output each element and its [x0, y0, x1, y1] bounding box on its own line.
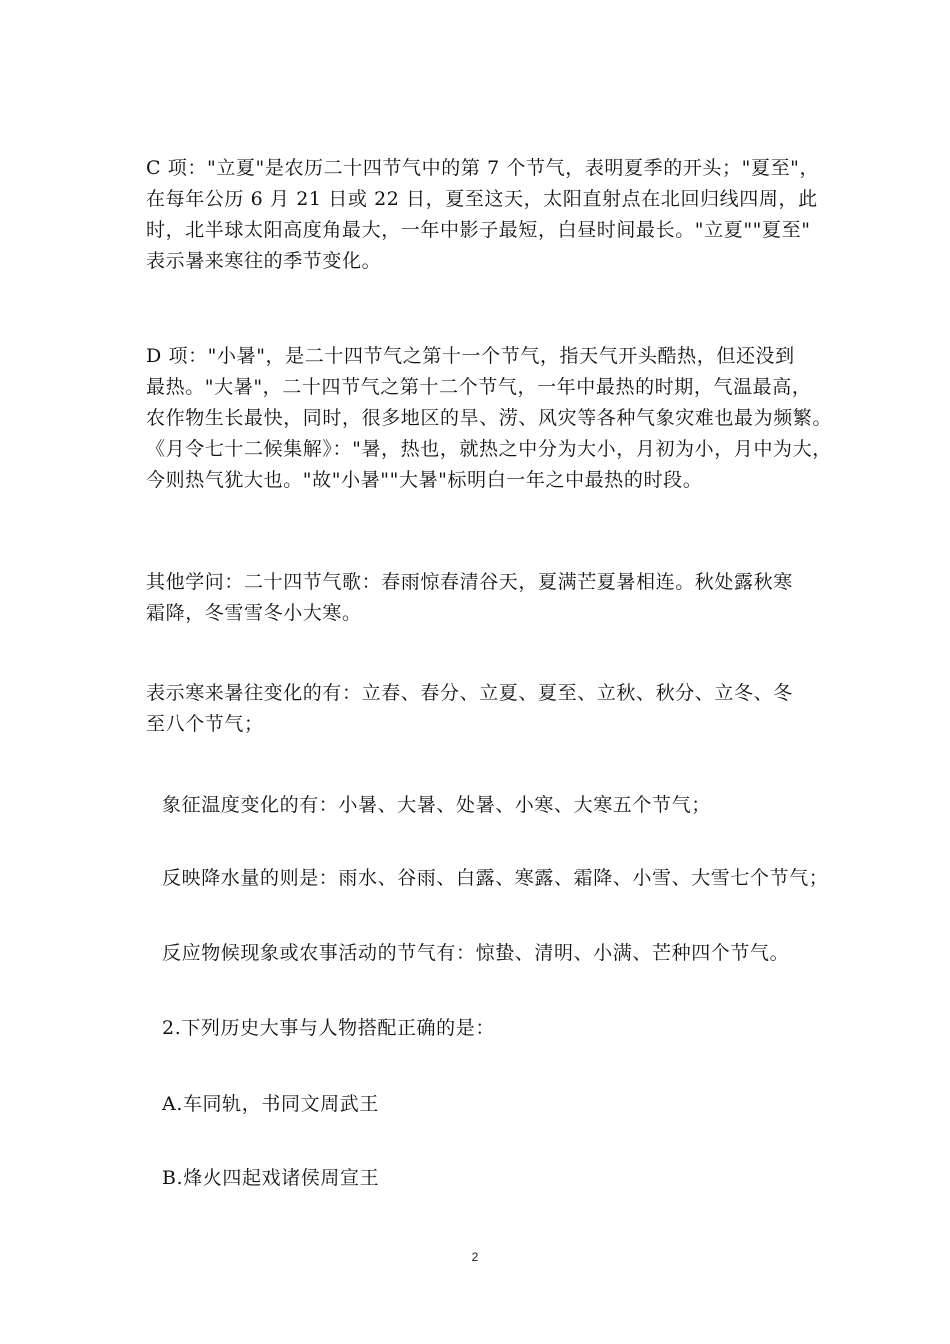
precipitation-terms-line: 反映降水量的则是：雨水、谷雨、白露、寒露、霜降、小雪、大雪七个节气； — [162, 867, 829, 889]
paragraph-line: 最热。"大暑"，二十四节气之第十二个节气，一年中最热的时期，气温最高， — [146, 376, 812, 398]
paragraph-other-knowledge — [146, 567, 810, 629]
option-b: B.烽火四起戏诸侯周宣王 — [162, 1167, 380, 1189]
paragraph-line: D 项："小暑"，是二十四节气之第十一个节气，指天气开头酷热，但还没到 — [146, 345, 795, 367]
phenology-terms-line: 反应物候现象或农事活动的节气有：惊蛰、清明、小满、芒种四个节气。 — [162, 942, 790, 964]
paragraph-season-change — [146, 678, 810, 740]
paragraph-line: 霜降，冬雪雪冬小大寒。 — [146, 602, 362, 624]
question-2: 2.下列历史大事与人物搭配正确的是： — [162, 1017, 495, 1039]
temperature-terms-line: 象征温度变化的有：小暑、大暑、处暑、小寒、大寒五个节气； — [162, 794, 711, 816]
paragraph-line: 《月令七十二候集解》："暑，热也，就热之中分为大小，月初为小，月中为大， — [146, 438, 832, 460]
paragraph-line: 其他学问：二十四节气歌：春雨惊春清谷天，夏满芒夏暑相连。秋处露秋寒 — [146, 571, 793, 593]
page-number: 2 — [471, 1250, 479, 1264]
paragraph-line: 今则热气犹大也。"故"小暑""大暑"标明白一年之中最热的时段。 — [146, 469, 703, 491]
option-a: A.车同轨，书同文周武王 — [162, 1093, 379, 1115]
paragraph-line: 表示暑来寒往的季节变化。 — [146, 250, 382, 272]
paragraph-line: 在每年公历 6 月 21 日或 22 日，夏至这天，太阳直射点在北回归线四周，此 — [146, 188, 818, 210]
paragraph-line: 至八个节气； — [146, 713, 264, 735]
paragraph-option-c — [146, 153, 820, 277]
paragraph-line: 表示寒来暑往变化的有：立春、春分、立夏、夏至、立秋、秋分、立冬、冬 — [146, 682, 793, 704]
paragraph-option-d — [146, 341, 833, 496]
paragraph-line: 时，北半球太阳高度角最大，一年中影子最短，白昼时间最长。"立夏""夏至" — [146, 219, 811, 241]
paragraph-line: 农作物生长最快，同时，很多地区的旱、涝、风灾等各种气象灾难也最为频繁。 — [146, 407, 833, 429]
paragraph-line: C 项："立夏"是农历二十四节气中的第 7 个节气，表明夏季的开头；"夏至"， — [146, 157, 820, 179]
